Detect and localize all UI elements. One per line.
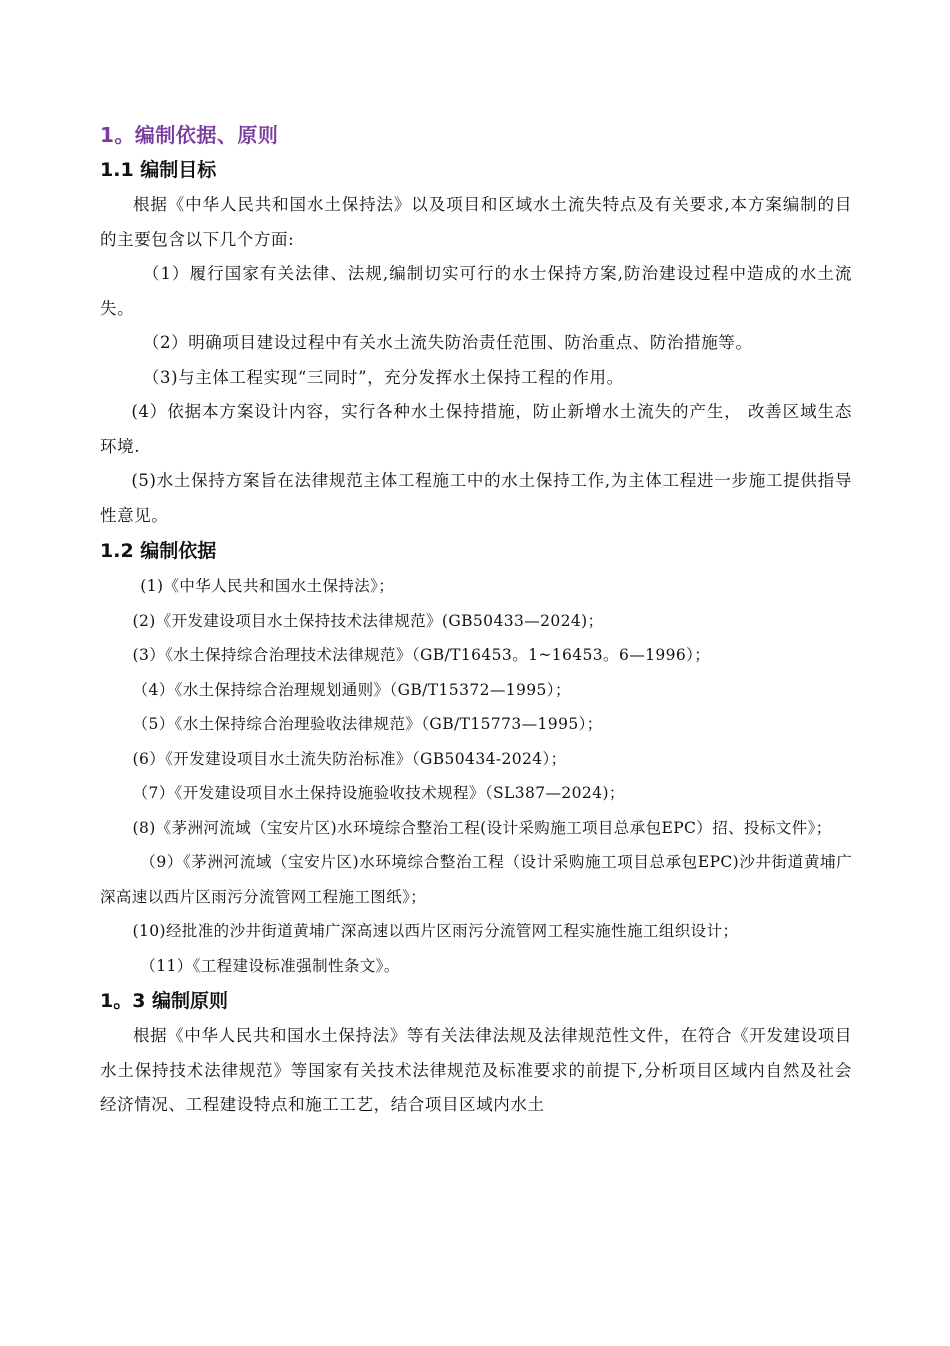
basis-item-4: （4）《水土保持综合治理规划通则》（GB/T15372—1995）； — [132, 680, 571, 699]
basis-item-9: （9）《茅洲河流域（宝安片区)水环境综合整治工程（设计采购施工项目总承包EPC)沙井街道黄埔广深高速以西片区雨污分流管网工程施工图纸》； — [100, 853, 852, 906]
section-1-1-heading: 1.1 编制目标 — [100, 159, 217, 181]
goal-item-2: （2）明确项目建设过程中有关水土流失防治责任范围、防治重点、防治措施等。 — [142, 333, 753, 352]
section-1-3-text: 根据《中华人民共和国水土保持法》等有关法律法规及法律规范性文件，在符合《开发建设项目水土保持技术法律规范》等国家有关技术法律规范及标准要求的前提下,分析项目区域内自然及社会经济情况、工程建设特点和施工工艺，结合项目区域内水土 — [100, 1026, 852, 1114]
goal-item-3: （3)与主体工程实现“三同时”，充分发挥水土保持工程的作用。 — [142, 367, 624, 387]
section-1-3-heading: 1。3 编制原则 — [100, 990, 229, 1012]
section-1-1-intro: 根据《中华人民共和国水土保持法》以及项目和区域水土流失特点及有关要求,本方案编制的目的主要包含以下几个方面: — [100, 195, 852, 249]
basis-item-2: (2)《开发建设项目水土保持技术法律规范》(GB50433—2024)； — [132, 611, 604, 630]
basis-item-11: （11）《工程建设标准强制性条文》。 — [140, 956, 400, 975]
basis-item-1: (1)《中华人民共和国水土保持法》； — [140, 577, 395, 595]
basis-item-8: (8)《茅洲河流域（宝安片区)水环境综合整治工程(设计采购施工项目总承包EPC）招、投标文件》； — [132, 818, 832, 837]
basis-item-5: （5）《水土保持综合治理验收法律规范》（GB/T15773—1995）； — [132, 715, 603, 733]
chapter-heading: 1。编制依据、原则 — [100, 123, 279, 147]
basis-item-3: (3）《水土保持综合治理技术法律规范》（GB/T16453。1~16453。6—1996）； — [132, 646, 711, 664]
basis-item-6: (6）《开发建设项目水土流失防治标准》（GB50434-2024）； — [132, 749, 567, 768]
goal-item-1: （1）履行国家有关法律、法规,编制切实可行的水士保持方案,防治建设过程中造成的水土流失。 — [100, 264, 852, 318]
section-1-2-heading: 1.2 编制依据 — [100, 540, 217, 562]
basis-item-10: (10)经批准的沙井街道黄埔广深高速以西片区雨污分流管网工程实施性施工组织设计； — [132, 922, 739, 940]
document-page — [100, 118, 852, 1123]
basis-item-7: （7）《开发建设项目水土保持设施验收技术规程》（SL387—2024)； — [132, 784, 625, 802]
goal-item-4: (4）依据本方案设计内容，实行各种水土保持措施，防止新增水土流失的产生， 改善区域生态环境. — [100, 402, 852, 456]
goal-item-5: (5)水土保持方案旨在法律规范主体工程施工中的水土保持工作,为主体工程进一步施工提供指导性意见。 — [100, 471, 852, 525]
